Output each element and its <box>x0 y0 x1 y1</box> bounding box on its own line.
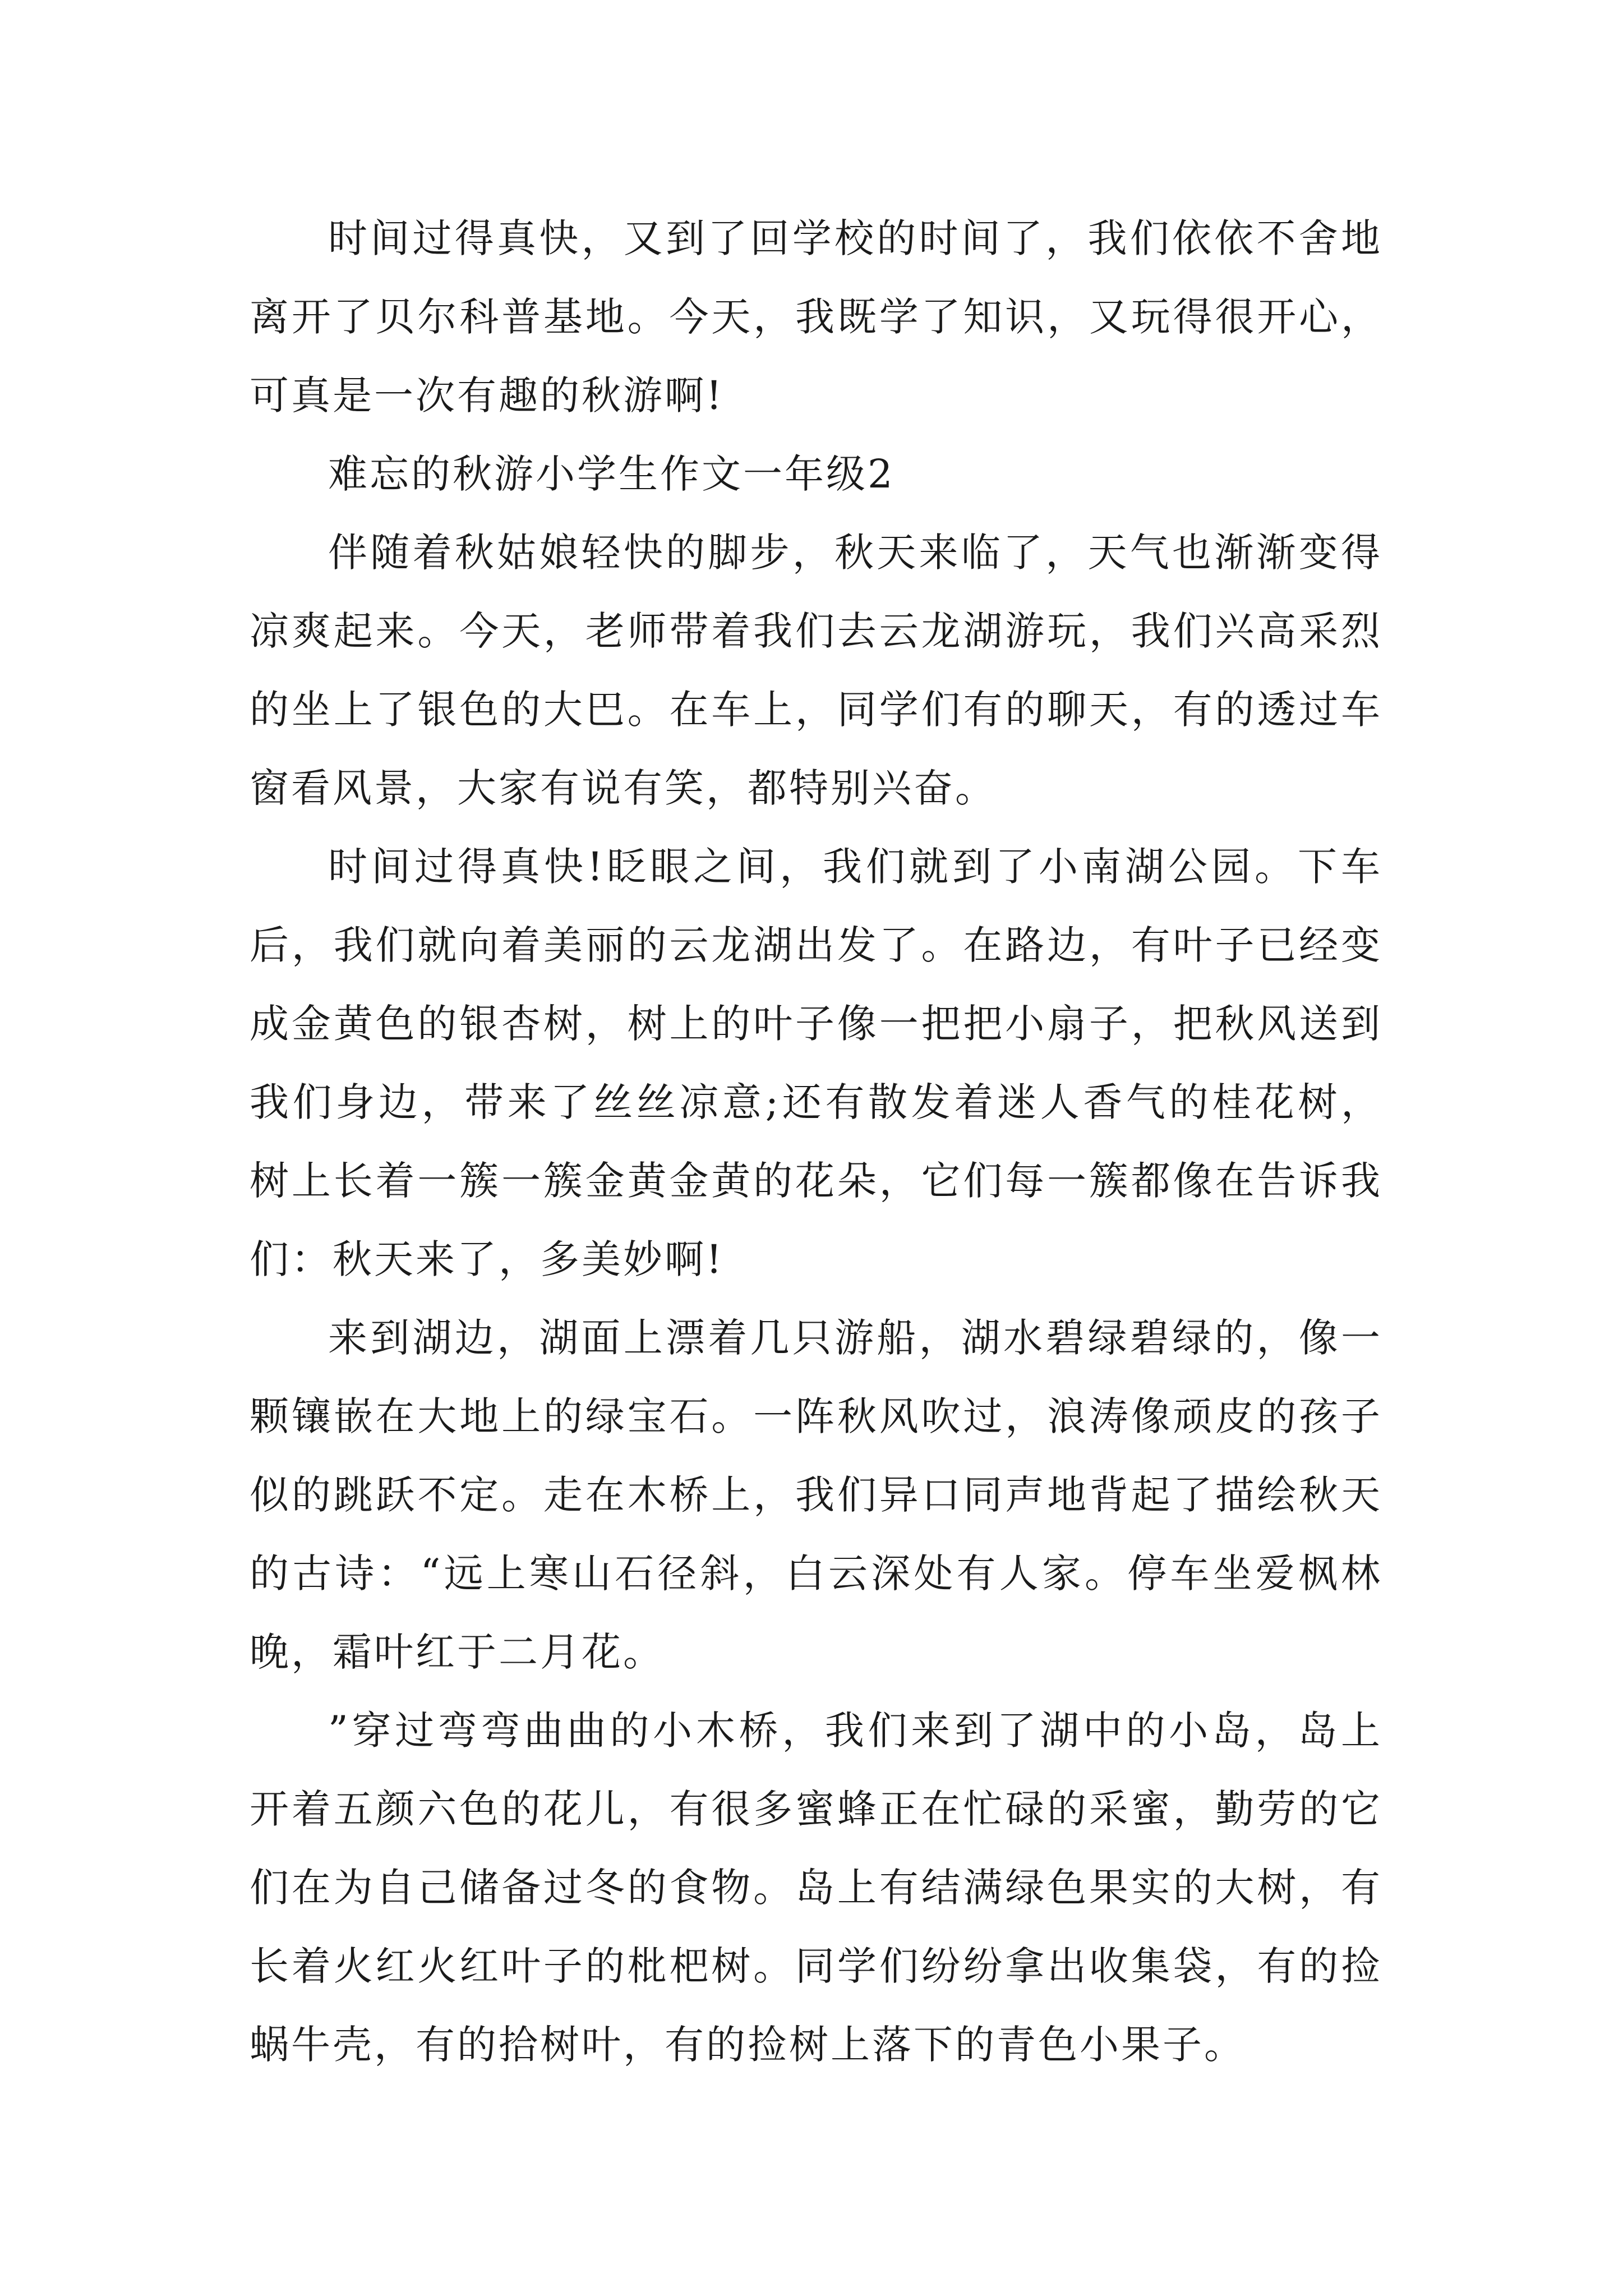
paragraph-4: 来到湖边，湖面上漂着几只游船，湖水碧绿碧绿的，像一颗镶嵌在大地上的绿宝石。一阵秋风吹过，浪涛像顽皮的孩子似的跳跃不定。走在木桥上，我们异口同声地背起了描绘秋天的古诗：“远上寒山石径斜，白云深处有人家。停车坐爱枫林晚，霜叶红于二月花。 <box>250 1315 1382 1675</box>
section-heading: 难忘的秋游小学生作文一年级2 <box>328 451 895 497</box>
paragraph-5: ”穿过弯弯曲曲的小木桥，我们来到了湖中的小岛，岛上开着五颜六色的花儿，有很多蜜蜂正在忙碌的采蜜，勤劳的它们在为自己储备过冬的食物。岛上有结满绿色果实的大树，有长着火红火红叶子的枇杷树。同学们纷纷拿出收集袋，有的捡蜗牛壳，有的拾树叶，有的捡树上落下的青色小果子。 <box>250 1708 1382 2068</box>
paragraph-3: 时间过得真快!眨眼之间，我们就到了小南湖公园。下车后，我们就向着美丽的云龙湖出发了。在路边，有叶子已经变成金黄色的银杏树，树上的叶子像一把把小扇子，把秋风送到我们身边，带来了丝丝凉意;还有散发着迷人香气的桂花树，树上长着一簇一簇金黄金黄的花朵，它们每一簇都像在告诉我们：秋天来了，多美妙啊! <box>250 844 1382 1282</box>
document-body <box>250 199 1382 2084</box>
paragraph-2: 伴随着秋姑娘轻快的脚步，秋天来临了，天气也渐渐变得凉爽起来。今天，老师带着我们去云龙湖游玩，我们兴高采烈的坐上了银色的大巴。在车上，同学们有的聊天，有的透过车窗看风景，大家有说有笑，都特别兴奋。 <box>250 530 1382 811</box>
paragraph-1: 时间过得真快，又到了回学校的时间了，我们依依不舍地离开了贝尔科普基地。今天，我既学了知识，又玩得很开心，可真是一次有趣的秋游啊! <box>250 215 1382 418</box>
